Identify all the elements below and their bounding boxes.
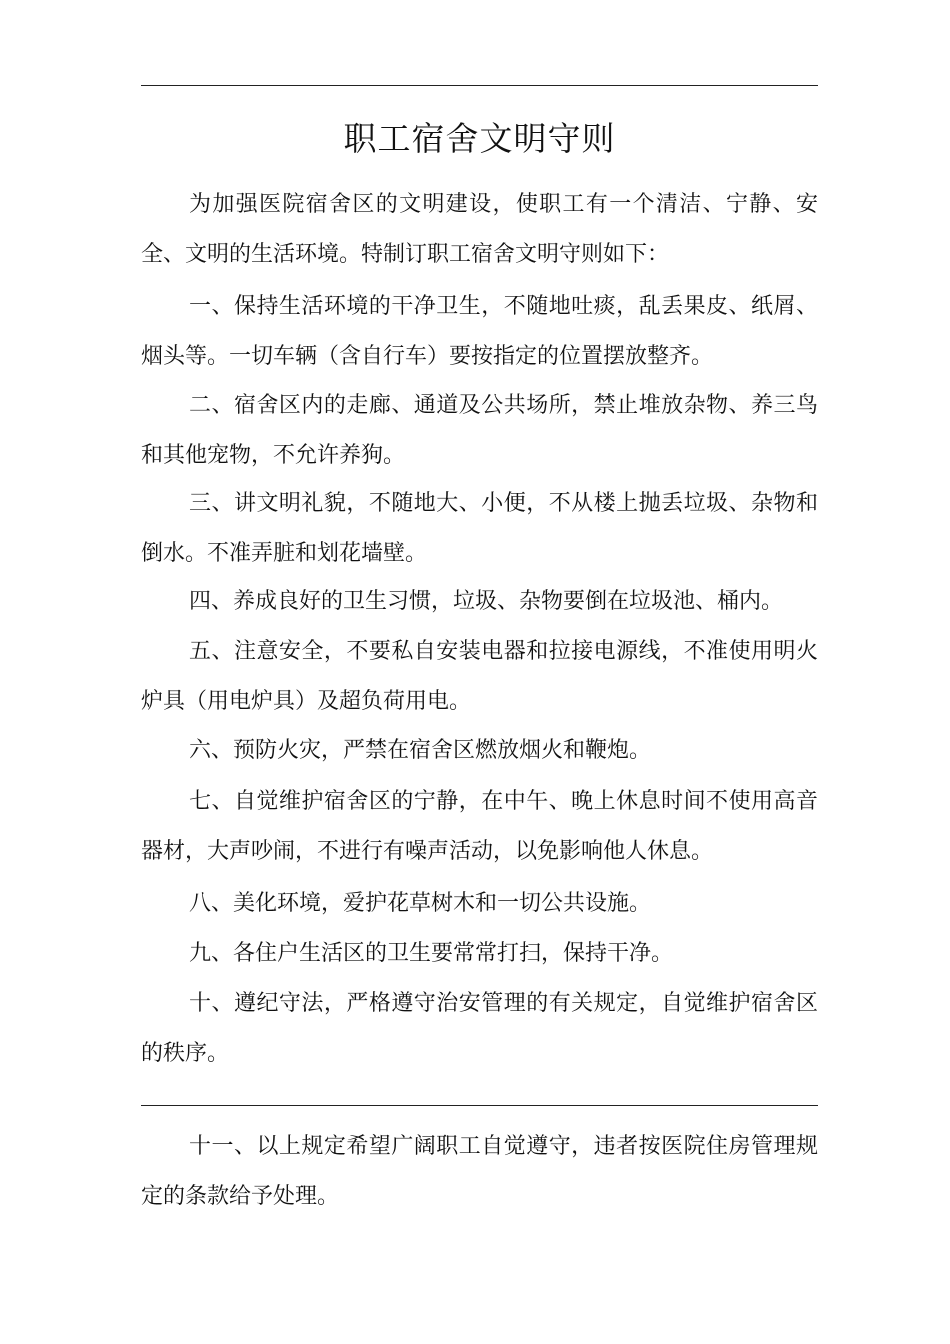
rule-paragraph-6: 六、预防火灾，严禁在宿舍区燃放烟火和鞭炮。 xyxy=(189,738,652,763)
document-title: 职工宿舍文明守则 xyxy=(343,119,616,158)
rule-paragraph-9: 九、各住户生活区的卫生要常常打扫，保持干净。 xyxy=(189,941,674,966)
rule-paragraph-3: 三、讲文明礼貌，不随地大、小便，不从楼上抛丢垃圾、杂物和倒水。不准弄脏和划花墙壁。 xyxy=(141,491,818,566)
rule-paragraph-1: 一、保持生活环境的干净卫生，不随地吐痰，乱丢果皮、纸屑、烟头等。一切车辆（含自行车）要按指定的位置摆放整齐。 xyxy=(141,294,818,369)
rule-paragraph-10: 十、遵纪守法，严格遵守治安管理的有关规定，自觉维护宿舍区的秩序。 xyxy=(141,991,818,1066)
rule-paragraph-5: 五、注意安全，不要私自安装电器和拉接电源线，不准使用明火炉具（用电炉具）及超负荷用电。 xyxy=(141,639,818,714)
rule-paragraph-11: 十一、以上规定希望广阔职工自觉遵守，违者按医院住房管理规定的条款给予处理。 xyxy=(141,1134,818,1209)
rule-paragraph-4: 四、养成良好的卫生习惯，垃圾、杂物要倒在垃圾池、桶内。 xyxy=(189,589,784,614)
header-rule xyxy=(141,85,818,86)
rule-paragraph-7: 七、自觉维护宿舍区的宁静，在中午、晚上休息时间不使用高音器材，大声吵闹，不进行有噪声活动，以免影响他人休息。 xyxy=(141,789,818,864)
rule-paragraph-8: 八、美化环境，爱护花草树木和一切公共设施。 xyxy=(189,891,652,916)
intro-paragraph: 为加强医院宿舍区的文明建设，使职工有一个清洁、宁静、安全、文明的生活环境。特制订职工宿舍文明守则如下： xyxy=(141,192,818,267)
rule-paragraph-2: 二、宿舍区内的走廊、通道及公共场所，禁止堆放杂物、养三鸟和其他宠物，不允许养狗。 xyxy=(141,393,818,468)
page-break-rule xyxy=(141,1105,818,1106)
